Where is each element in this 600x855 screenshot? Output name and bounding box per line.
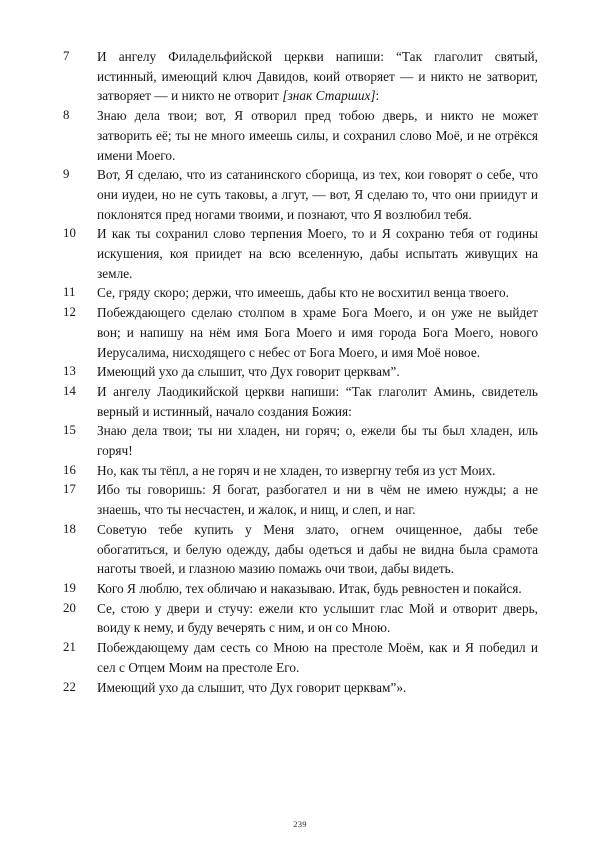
verse-number: 8 <box>63 108 70 123</box>
verse-row <box>63 579 538 599</box>
verse-text <box>97 480 538 519</box>
verse-row <box>63 520 538 579</box>
verse-row <box>63 362 538 382</box>
verse-number: 12 <box>63 305 76 320</box>
verse-number: 14 <box>63 383 76 398</box>
verse-text <box>97 520 538 579</box>
verse-row <box>63 599 538 638</box>
verse-text <box>97 421 538 460</box>
verse-text-segment: И ангелу Лаодикийской церкви напиши: “Так глаголит Аминь, свидетель верный и истинный, начало создания Божия: <box>97 383 538 419</box>
verse-text <box>97 303 538 362</box>
verse-number: 19 <box>63 580 76 595</box>
verse-number: 11 <box>63 285 76 300</box>
verse-text-segment: Побеждающему дам сесть со Мною на престоле Моём, как и Я победил и сел с Отцем Моим на престоле Его. <box>97 640 538 675</box>
verse-row <box>63 678 538 698</box>
verse-text-segment: Но, как ты тёпл, а не горяч и не хладен, то извергну тебя из уст Моих. <box>97 462 496 478</box>
verse-number: 20 <box>63 600 76 615</box>
verse-number: 7 <box>63 49 70 63</box>
verse-row <box>63 638 538 677</box>
verse-text-segment: Вот, Я сделаю, что из сатанинского сборища, из тех, кои говорят о себе, что они иудеи, но не суть таковы, а лгут, — вот, Я сделаю то, что они приидут и поклонятся пред ногами твоими, и познают, что Я возлюбил тебя. <box>97 167 538 222</box>
verse-text <box>97 47 538 106</box>
verse-text-segment: И как ты сохранил слово терпения Моего, то и Я сохраню тебя от годины искушения, коя приидет на всю вселенную, дабы испытать живущих на земле. <box>97 226 538 281</box>
verse-row <box>63 461 538 481</box>
verse-text-segment: И ангелу Филадельфийской церкви напиши: “Так глаголит святый, истинный, имеющий ключ Давидов, коий отворяет — и никто не затворит, затворяет — и никто не отворит <box>97 49 538 104</box>
verse-text-segment: Имеющий ухо да слышит, что Дух говорит церквам”». <box>97 679 407 695</box>
verse-row <box>63 303 538 362</box>
verse-row <box>63 480 538 519</box>
verse-row <box>63 47 538 106</box>
verse-text <box>97 106 538 165</box>
verse-number: 13 <box>63 364 76 379</box>
verse-row <box>63 106 538 165</box>
verse-text <box>97 579 538 599</box>
page-number: 239 <box>293 819 307 829</box>
verse-row <box>63 165 538 224</box>
verse-text <box>97 382 538 421</box>
verse-text <box>97 678 538 698</box>
verse-text-segment: : <box>375 88 380 104</box>
verse-text-segment: Ибо ты говоришь: Я богат, разбогател и ни в чём не имею нужды; а не знаешь, что ты несчастен, и жалок, и нищ, и слеп, и наг. <box>97 482 538 518</box>
verse-text-segment: Советую тебе купить у Меня злато, огнем очищенное, дабы тебе обогатиться, и белую одежду, дабы одеться и дабы не видна была срамота наготы твоей, и глазною мазию помажь очи твои, дабы видеть. <box>97 521 538 577</box>
verse-text <box>97 599 538 638</box>
verse-text <box>97 461 538 481</box>
verse-row <box>63 224 538 283</box>
verse-text-segment: Знаю дела твои; ты ни хладен, ни горяч; о, ежели бы ты был хладен, иль горяч! <box>97 423 538 459</box>
verse-text-italic-segment: [знак Старших] <box>282 88 376 104</box>
verse-text <box>97 165 538 224</box>
verse-text <box>97 362 538 382</box>
verse-number: 17 <box>63 482 76 497</box>
verse-text-segment: Кого Я люблю, тех обличаю и наказываю. Итак, будь ревностен и покайся. <box>97 580 522 596</box>
verse-list <box>63 47 538 697</box>
verse-text <box>97 283 538 303</box>
verse-text-segment: Се, стою у двери и стучу: ежели кто услышит глас Мой и отворит дверь, воиду к нему, и буду вечерять с ним, и он со Мною. <box>97 600 538 636</box>
verse-row <box>63 421 538 460</box>
verse-number: 21 <box>63 640 76 655</box>
verse-number: 16 <box>63 462 76 477</box>
verse-text-segment: Имеющий ухо да слышит, что Дух говорит церквам”. <box>97 364 400 380</box>
verse-row <box>63 382 538 421</box>
verse-text <box>97 638 538 677</box>
verse-text-segment: Се, гряду скоро; держи, что имеешь, дабы кто не восхитил венца твоего. <box>97 285 509 301</box>
verse-text-segment: Знаю дела твои; вот, Я отворил пред тобою дверь, и никто не может затворить её; ты не много имеешь силы, и сохранил слово Моё, и не отрёкся имени Моего. <box>97 108 538 163</box>
verse-text-segment: Побеждающего сделаю столпом в храме Бога Моего, и он уже не выйдет вон; и напишу на нём имя Бога Моего и имя города Бога Моего, нового Иерусалима, нисходящего с небес от Бога Моего, и имя Моё новое. <box>97 305 538 360</box>
verse-number: 22 <box>63 679 76 694</box>
verse-row <box>63 283 538 303</box>
verse-number: 10 <box>63 226 76 241</box>
verse-text <box>97 224 538 283</box>
verse-number: 9 <box>63 167 70 182</box>
verse-number: 15 <box>63 423 76 438</box>
verse-number: 18 <box>63 521 76 536</box>
